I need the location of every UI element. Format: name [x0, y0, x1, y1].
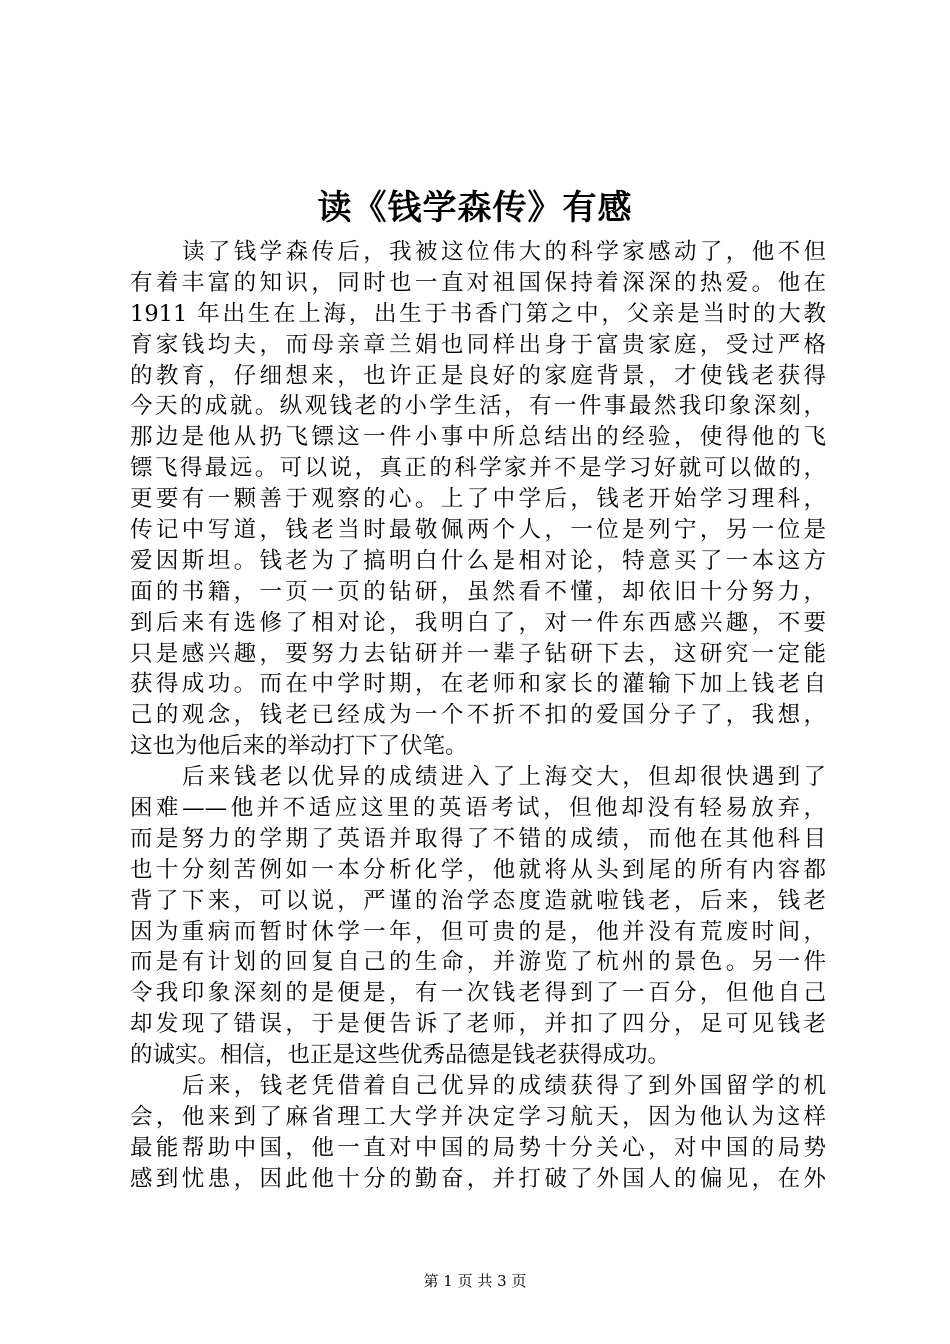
text-line: 镖飞得最远。可以说，真正的科学家并不是学习好就可以做的，	[130, 455, 826, 482]
text-line: 背了下来，可以说，严谨的治学态度造就啦钱老，后来，钱老	[130, 887, 826, 914]
text-line: 传记中写道，钱老当时最敬佩两个人，一位是列宁，另一位是	[130, 517, 826, 544]
text-line: 而是有计划的回复自己的生命，并游览了杭州的景色。另一件	[130, 949, 826, 976]
text-line: 面的书籍，一页一页的钻研，虽然看不懂，却依旧十分努力，	[130, 578, 826, 605]
text-line: 只是感兴趣，要努力去钻研并一辈子钻研下去，这研究一定能	[130, 640, 826, 667]
text-line: 那边是他从扔飞镖这一件小事中所总结出的经验，使得他的飞	[130, 424, 826, 451]
text-line: 的教育，仔细想来，也许正是良好的家庭背景，才使钱老获得	[130, 362, 826, 389]
text-line: 困难——他并不适应这里的英语考试，但他却没有轻易放弃，	[130, 795, 826, 822]
text-line: 获得成功。而在中学时期，在老师和家长的灌输下加上钱老自	[130, 671, 826, 698]
text-line: 后来，钱老凭借着自己优异的成绩获得了到外国留学的机	[182, 1073, 826, 1100]
text-line: 会，他来到了麻省理工大学并决定学习航天，因为他认为这样	[130, 1103, 826, 1130]
text-line: 而是努力的学期了英语并取得了不错的成绩，而他在其他科目	[130, 825, 826, 852]
text-line: 也十分刻苦例如一本分析化学，他就将从头到尾的所有内容都	[130, 856, 826, 883]
text-line: 更要有一颗善于观察的心。上了中学后，钱老开始学习理科，	[130, 486, 826, 513]
text-line: 今天的成就。纵观钱老的小学生活，有一件事最然我印象深刻，	[130, 393, 826, 420]
text-line: 己的观念，钱老已经成为一个不折不扣的爱国分子了，我想，	[130, 702, 826, 729]
text-line: 这也为他后来的举动打下了伏笔。	[130, 733, 468, 760]
text-line: 的诚实。相信，也正是这些优秀品德是钱老获得成功。	[130, 1042, 671, 1069]
text-line: 读了钱学森传后，我被这位伟大的科学家感动了，他不但	[182, 239, 826, 265]
document-body	[130, 237, 826, 1195]
text-line: 令我印象深刻的是便是，有一次钱老得到了一百分，但他自己	[130, 980, 826, 1007]
page-footer: 第 1 页 共 3 页	[423, 1272, 527, 1290]
text-line: 后来钱老以优异的成绩进入了上海交大，但却很快遇到了	[182, 764, 826, 791]
text-line: 因为重病而暂时休学一年，但可贵的是，他并没有荒废时间，	[130, 918, 826, 945]
text-line: 爱因斯坦。钱老为了搞明白什么是相对论，特意买了一本这方	[130, 547, 826, 574]
text-line: 感到忧患，因此他十分的勤奋，并打破了外国人的偏见，在外	[130, 1165, 826, 1192]
text-line: 1911 年出生在上海，出生于书香门第之中，父亲是当时的大教	[130, 300, 826, 327]
text-line: 却发现了错误，于是便告诉了老师，并扣了四分，足可见钱老	[130, 1011, 826, 1038]
text-line: 最能帮助中国，他一直对中国的局势十分关心，对中国的局势	[130, 1134, 826, 1161]
text-line: 育家钱均夫，而母亲章兰娟也同样出身于富贵家庭，受过严格	[130, 331, 826, 358]
document-title: 读《钱学森传》有感	[317, 188, 633, 228]
text-line: 有着丰富的知识，同时也一直对祖国保持着深深的热爱。他在	[130, 269, 826, 296]
text-line: 到后来有选修了相对论，我明白了，对一件东西感兴趣，不要	[130, 609, 826, 636]
